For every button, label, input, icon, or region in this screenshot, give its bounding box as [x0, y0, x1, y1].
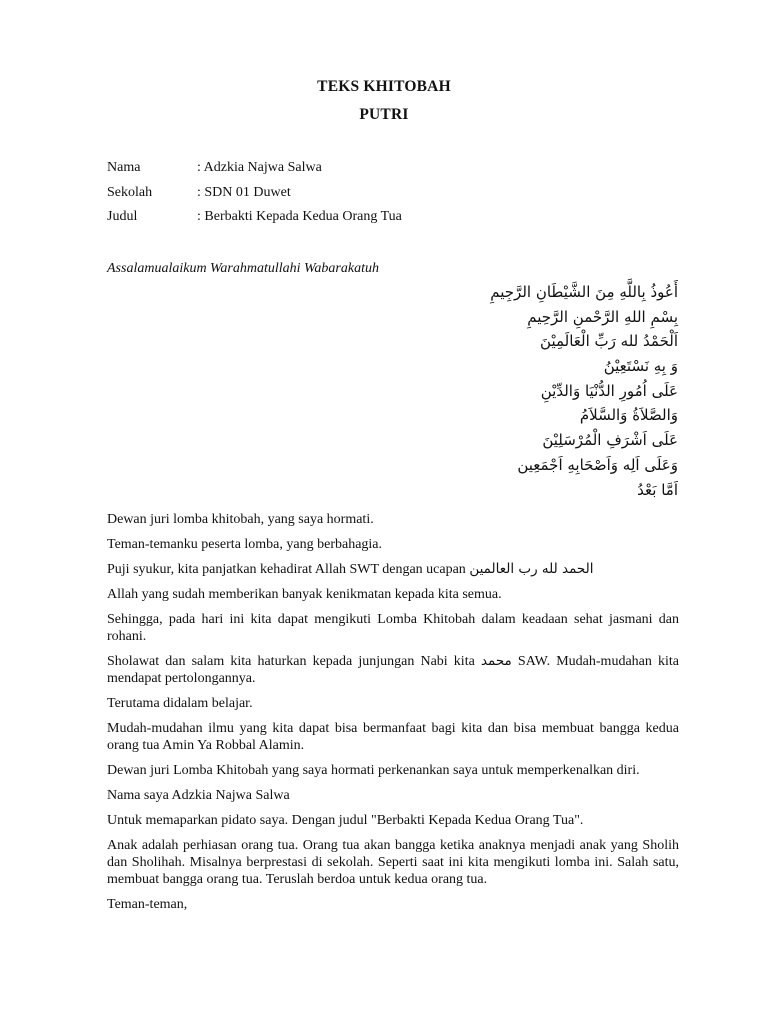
paragraph: Mudah-mudahan ilmu yang kita dapat bisa bermanfaat bagi kita dan bisa membuat bangga kedua orang tua Amin Ya Robbal Alamin. — [107, 721, 679, 753]
paragraph: Anak adalah perhiasan orang tua. Orang tua akan bangga ketika anaknya menjadi anak yang Sholih dan Sholihah. Misalnya berprestasi di sekolah. Seperti saat ini kita mengikuti lomba ini. Salah satu, membuat bangga orang tua. Teruslah berdoa untuk kedua orang tua. — [107, 838, 679, 887]
paragraph-text: SAW. Mudah-mudahan kita mendapat pertolongannya. — [107, 654, 679, 686]
arabic-inline: الحمد لله رب العالمين — [469, 561, 594, 577]
info-label: Nama — [107, 160, 141, 175]
paragraph-text: Sholawat dan salam kita haturkan kepada junjungan Nabi kita — [107, 654, 481, 669]
arabic-opening — [178, 280, 678, 502]
info-table — [107, 159, 687, 233]
paragraph: Untuk memaparkan pidato saya. Dengan judul "Berbakti Kepada Kedua Orang Tua". — [107, 813, 584, 828]
info-row-nama — [107, 159, 687, 184]
document-title: TEKS KHITOBAH — [317, 78, 451, 95]
document-subtitle: PUTRI — [359, 106, 409, 123]
info-value: : SDN 01 Duwet — [197, 184, 291, 200]
info-value: : Berbakti Kepada Kedua Orang Tua — [197, 209, 402, 224]
paragraph: Nama saya Adzkia Najwa Salwa — [107, 788, 290, 803]
info-label: Sekolah — [107, 184, 153, 200]
arabic-line: وَ بِهِ نَسْتَعِيْنُ — [603, 357, 678, 376]
greeting: Assalamualaikum Warahmatullahi Wabarakatuh — [107, 261, 379, 276]
paragraph: Sehingga, pada hari ini kita dapat mengikuti Lomba Khitobah dalam keadaan sehat jasmani dan rohani. — [107, 612, 679, 644]
speech-body — [107, 511, 679, 921]
arabic-line: بِسْمِ اللهِ الرَّحْمنِ الرَّحِيمِ — [527, 307, 678, 326]
arabic-inline: محمد — [480, 653, 512, 669]
arabic-line: اَمَّا بَعْدُ — [637, 480, 678, 499]
paragraph-text: Puji syukur, kita panjatkan kehadirat Allah SWT dengan ucapan — [107, 562, 470, 577]
arabic-line: عَلَى اُمُورِ الدُّنْيَا وَالدِّيْنِ — [540, 381, 678, 400]
arabic-line: أَعُوذُ بِاللَّهِ مِنَ الشَّيْطَانِ الرَّجِيمِ — [490, 283, 678, 301]
paragraph: Dewan juri Lomba Khitobah yang saya hormati perkenankan saya untuk memperkenalkan diri. — [107, 763, 640, 778]
arabic-line: اَلْحَمْدُ لله رَبِّ الْعَالَمِيْنَ — [540, 332, 678, 351]
paragraph: Teman-temanku peserta lomba, yang berbahagia. — [107, 537, 383, 552]
info-row-sekolah — [107, 184, 687, 209]
arabic-line: وَالصَّلاَةُ وَالسَّلاَمُ — [579, 406, 678, 425]
paragraph: Dewan juri lomba khitobah, yang saya hormati. — [107, 512, 374, 527]
info-value: : Adzkia Najwa Salwa — [197, 160, 322, 175]
info-row-judul — [107, 208, 687, 233]
arabic-line: عَلَى اَشْرَفِ الْمُرْسَلِيْنَ — [542, 431, 678, 450]
paragraph — [107, 653, 679, 687]
paragraph: Terutama didalam belajar. — [107, 696, 253, 711]
info-label: Judul — [107, 209, 138, 224]
paragraph: Teman-teman, — [107, 897, 188, 912]
paragraph: Allah yang sudah memberikan banyak kenikmatan kepada kita semua. — [107, 587, 502, 602]
paragraph — [107, 561, 679, 578]
arabic-line: وَعَلَى اَلِه وَاَصْحَابِهِ اَجْمَعِين — [517, 455, 678, 474]
